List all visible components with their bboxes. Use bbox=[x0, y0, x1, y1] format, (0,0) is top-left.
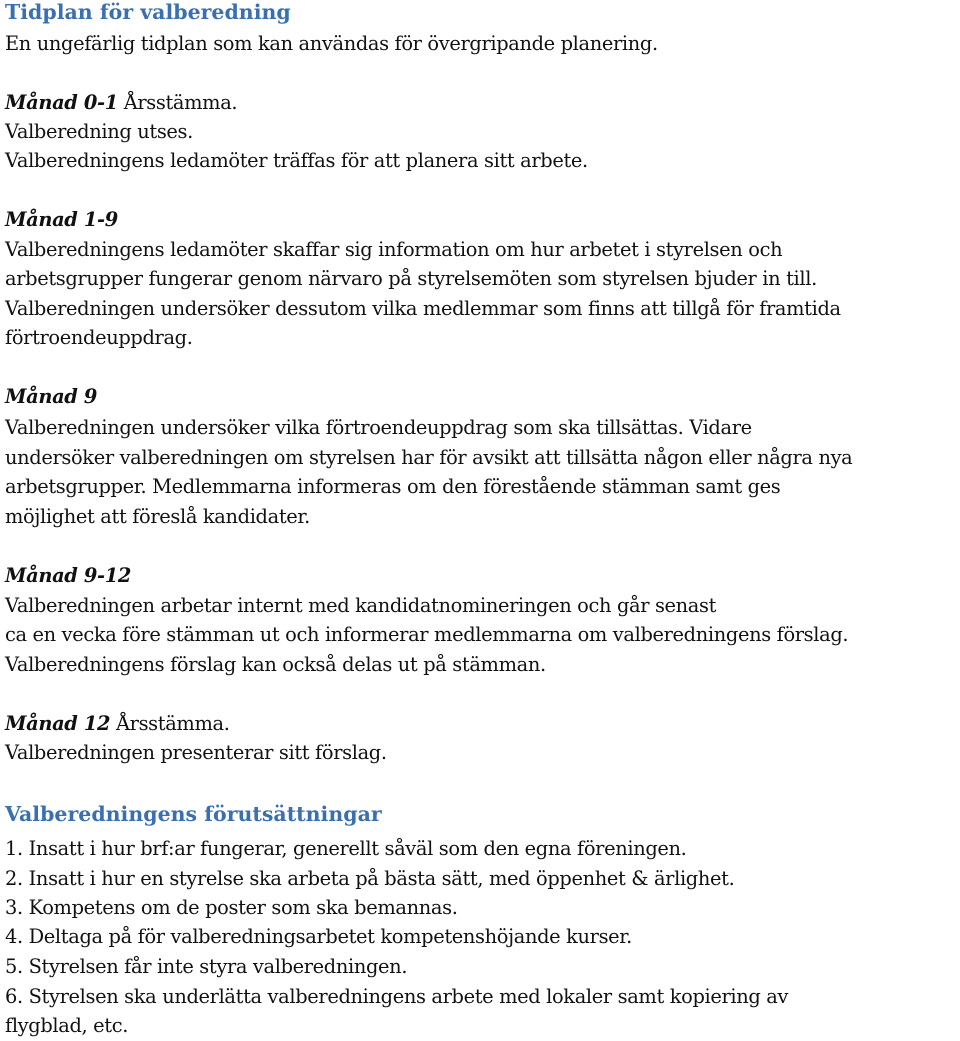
period-label: Månad 1-9 bbox=[5, 208, 118, 231]
period-line: möjlighet att föreslå kandidater. bbox=[5, 505, 310, 528]
period-line: Valberedningen undersöker dessutom vilka medlemmar som finns att tillgå för framtida bbox=[5, 297, 841, 320]
list-item: 1. Insatt i hur brf:ar fungerar, generellt såväl som den egna föreningen. bbox=[5, 837, 687, 860]
period-line: undersöker valberedningen om styrelsen har för avsikt att tillsätta någon eller några nya bbox=[5, 446, 853, 469]
section-title-tidplan: Tidplan för valberedning bbox=[5, 0, 291, 24]
period-line: Valberedningen undersöker vilka förtroendeuppdrag som ska tillsättas. Vidare bbox=[5, 416, 752, 439]
period-line: ca en vecka före stämman ut och informerar medlemmarna om valberedningens förslag. bbox=[5, 623, 849, 646]
period-line: Valberedningen arbetar internt med kandidatnomineringen och går senast bbox=[5, 594, 717, 617]
period-label: Månad 9 bbox=[5, 385, 98, 408]
period-0-1-first-line bbox=[5, 88, 237, 117]
period-line: arbetsgrupper fungerar genom närvaro på styrelsemöten som styrelsen bjuder in till. bbox=[5, 267, 817, 290]
period-line: förtroendeuppdrag. bbox=[5, 326, 193, 349]
period-12-first-line bbox=[5, 709, 230, 738]
list-item: 6. Styrelsen ska underlätta valberedningens arbete med lokaler samt kopiering av bbox=[5, 985, 789, 1008]
period-label: Månad 0-1 bbox=[5, 91, 118, 114]
list-item: 5. Styrelsen får inte styra valberedningen. bbox=[5, 955, 408, 978]
period-line: Valberedningens ledamöter skaffar sig information om hur arbetet i styrelsen och bbox=[5, 238, 783, 261]
list-item: 4. Deltaga på för valberedningsarbetet kompetenshöjande kurser. bbox=[5, 925, 632, 948]
list-item: 3. Kompetens om de poster som ska bemannas. bbox=[5, 896, 458, 919]
list-item-continuation: flygblad, etc. bbox=[5, 1014, 129, 1037]
period-label: Månad 9-12 bbox=[5, 564, 132, 587]
period-label: Månad 12 bbox=[5, 712, 111, 735]
period-line: Valberedning utses. bbox=[5, 120, 193, 143]
list-item: 2. Insatt i hur en styrelse ska arbeta på bästa sätt, med öppenhet & ärlighet. bbox=[5, 867, 735, 890]
period-line: Valberedningen presenterar sitt förslag. bbox=[5, 741, 387, 764]
period-line: arbetsgrupper. Medlemmarna informeras om den förestående stämman samt ges bbox=[5, 475, 781, 498]
intro-text: En ungefärlig tidplan som kan användas för övergripande planering. bbox=[5, 32, 658, 55]
period-line: Valberedningens förslag kan också delas ut på stämman. bbox=[5, 653, 546, 676]
period-text: Årsstämma. bbox=[117, 91, 238, 114]
period-line: Valberedningens ledamöter träffas för att planera sitt arbete. bbox=[5, 149, 588, 172]
section-title-forutsattningar: Valberedningens förutsättningar bbox=[5, 802, 382, 826]
period-text: Årsstämma. bbox=[110, 712, 230, 735]
